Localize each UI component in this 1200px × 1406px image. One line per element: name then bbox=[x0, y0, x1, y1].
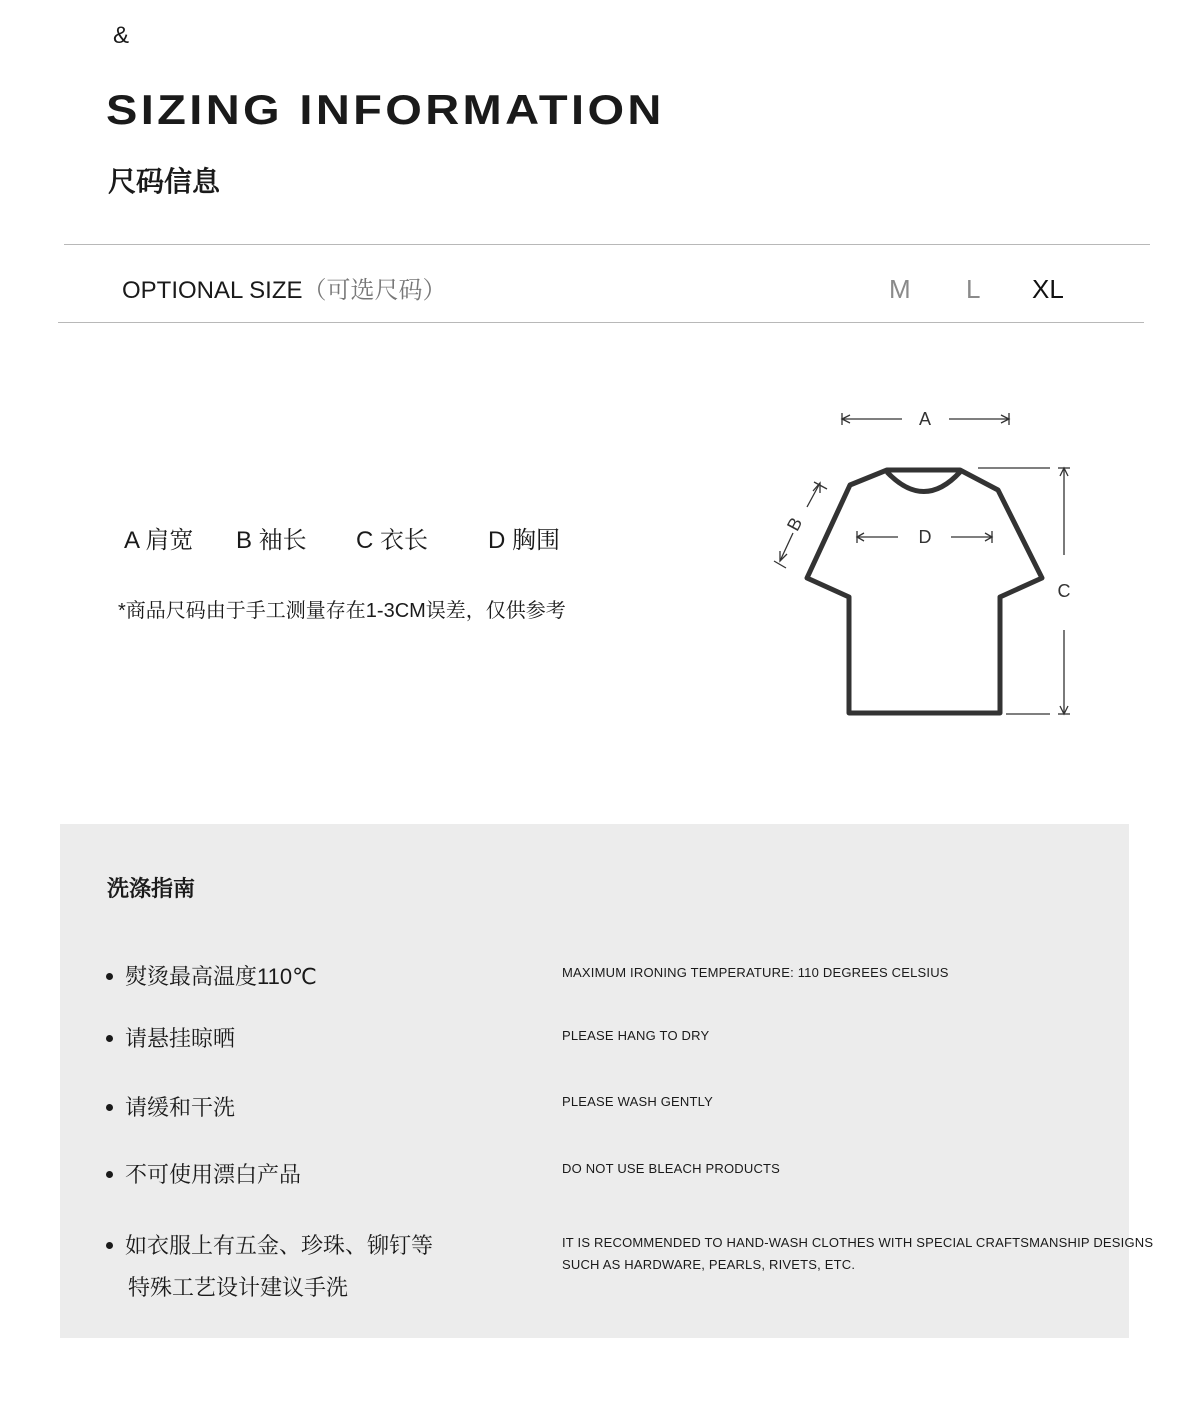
dimension-c bbox=[978, 468, 1070, 714]
tshirt-outline bbox=[807, 470, 1042, 713]
page-title: SIZING INFORMATION bbox=[106, 86, 665, 133]
divider-bottom bbox=[58, 322, 1144, 323]
legend-c: C 衣长 bbox=[356, 527, 428, 554]
care-item-cn-text: 请缓和干洗 bbox=[125, 1095, 236, 1120]
care-item-en bbox=[562, 1232, 1153, 1276]
legend-a: A 肩宽 bbox=[124, 527, 194, 554]
bullet-icon bbox=[106, 1035, 113, 1042]
care-item-en: PLEASE HANG TO DRY bbox=[562, 1028, 710, 1043]
dimension-c-label: C bbox=[1057, 581, 1071, 601]
care-item-en: DO NOT USE BLEACH PRODUCTS bbox=[562, 1161, 781, 1176]
bullet-icon bbox=[106, 1242, 113, 1249]
measurement-note: *商品尺码由于手工测量存在1-3CM误差，仅供参考 bbox=[118, 600, 566, 622]
page-title-cn: 尺码信息 bbox=[108, 166, 221, 197]
care-item-en-line1: IT IS RECOMMENDED TO HAND-WASH CLOTHES WITH SPECIAL CRAFTSMANSHIP DESIGNS bbox=[562, 1235, 1154, 1250]
optional-size-label bbox=[122, 270, 446, 305]
divider-top bbox=[64, 244, 1150, 245]
size-option-m[interactable]: M bbox=[889, 274, 911, 304]
care-item-cn bbox=[106, 1158, 301, 1189]
care-title: 洗涤指南 bbox=[107, 876, 196, 901]
care-item-cn-text: 不可使用漂白产品 bbox=[125, 1162, 302, 1187]
care-item-cn bbox=[106, 1022, 235, 1053]
bullet-icon bbox=[106, 1171, 113, 1178]
care-item-cn bbox=[106, 1091, 235, 1122]
optional-size-text: OPTIONAL SIZE bbox=[122, 277, 303, 304]
dimension-a-label: A bbox=[918, 409, 932, 429]
size-option-l[interactable]: L bbox=[966, 274, 981, 304]
care-item-cn-text: 如衣服上有五金、珍珠、铆钉等 bbox=[125, 1233, 434, 1258]
tshirt-collar bbox=[887, 472, 960, 492]
dimension-b-label: B bbox=[783, 514, 807, 535]
care-item-cn-text: 熨烫最高温度110℃ bbox=[125, 964, 317, 989]
care-item-cn bbox=[106, 1225, 433, 1309]
dimension-d-label: D bbox=[918, 527, 932, 547]
care-item-en: MAXIMUM IRONING TEMPERATURE: 110 DEGREES CELSIUS bbox=[562, 965, 949, 980]
legend-d: D 胸围 bbox=[488, 527, 560, 554]
bullet-icon bbox=[106, 1104, 113, 1111]
legend-b: B 袖长 bbox=[236, 527, 307, 554]
care-item-cn-text: 请悬挂晾晒 bbox=[125, 1026, 236, 1051]
optional-size-text-cn: （可选尺码） bbox=[302, 277, 447, 304]
care-item-cn bbox=[106, 960, 317, 991]
size-option-xl[interactable]: XL bbox=[1032, 274, 1064, 304]
care-item-en: PLEASE WASH GENTLY bbox=[562, 1094, 713, 1109]
ampersand-mark: & bbox=[113, 22, 130, 49]
bullet-icon bbox=[106, 973, 113, 980]
care-item-cn-text-line2: 特殊工艺设计建议手洗 bbox=[128, 1275, 349, 1300]
tshirt-diagram bbox=[760, 395, 1100, 725]
care-item-en-line2: SUCH AS HARDWARE, PEARLS, RIVETS, ETC. bbox=[562, 1257, 856, 1272]
